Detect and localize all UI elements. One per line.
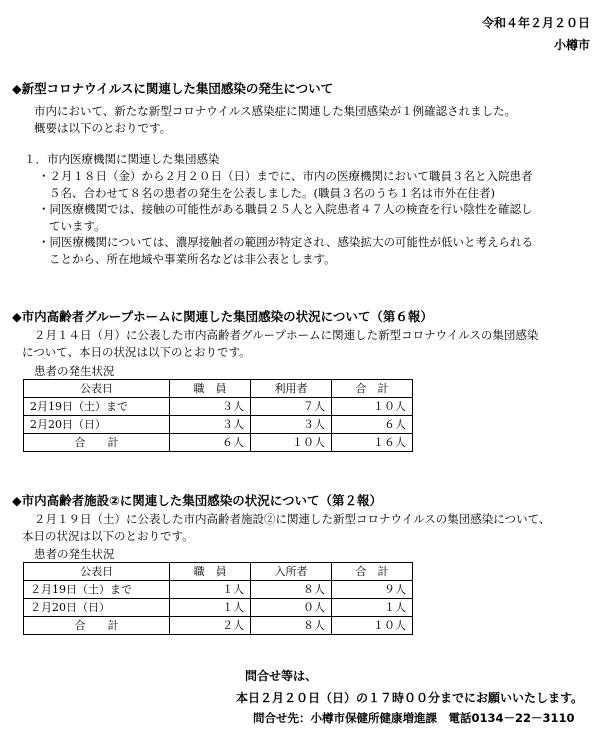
table-cell: ９人 xyxy=(332,581,413,599)
table-cell: １人 xyxy=(332,599,413,617)
table-header-cell: 職 員 xyxy=(170,380,251,398)
table-cell: ７人 xyxy=(251,398,332,416)
table-cell: １人 xyxy=(170,599,251,617)
footer-contact-info: 問合せ先：小樽市保健所健康増進課 電話0134－22－3110 xyxy=(253,711,575,725)
bullet-line: ています。 xyxy=(49,218,106,233)
section2-table-caption: 患者の発生状況 xyxy=(34,364,115,378)
section1-bullets xyxy=(38,168,533,268)
table-row xyxy=(24,599,413,617)
section1-intro xyxy=(34,103,516,137)
section3-table xyxy=(23,562,413,635)
bullet-line: ・同医療機関については、濃厚接触者の範囲が特定され、感染拡大の可能性が低いと考えられる xyxy=(38,235,533,250)
bullet-line: ・同医療機関では、接触の可能性がある職員２５人と入院患者４７人の検査を行い陰性を確認し xyxy=(38,202,533,217)
table-total-row xyxy=(24,617,413,635)
table-total-row xyxy=(24,434,413,452)
table-cell: ６人 xyxy=(170,434,251,452)
table-cell: １０人 xyxy=(251,434,332,452)
table-cell: ０人 xyxy=(251,599,332,617)
section2-body-line: について、本日の状況は以下のとおりです。 xyxy=(22,345,251,359)
section3-body-line: 本日の状況は以下のとおりです。 xyxy=(22,529,194,543)
footer-contact-intro: 問合せ等は、 xyxy=(245,669,318,683)
table-header-cell: 公表日 xyxy=(24,563,170,581)
table-cell: ６人 xyxy=(332,416,413,434)
bullet-line: ・２月１８日（金）から２月２０日（日）までに、市内の医療機関において職員３名と入院患者 xyxy=(38,169,533,183)
table-cell: １人 xyxy=(170,581,251,599)
table-header-cell: 合 計 xyxy=(332,380,413,398)
table-cell: ８人 xyxy=(251,617,332,635)
table-header-cell: 入所者 xyxy=(251,563,332,581)
section2-title: ◆市内高齢者グループホームに関連した集団感染の状況について（第６報） xyxy=(12,309,433,324)
table-cell: ８人 xyxy=(251,581,332,599)
issue-date: 令和４年２月２０日 xyxy=(481,16,590,30)
section1-title: ◆新型コロナウイルスに関連した集団感染の発生について xyxy=(12,81,334,96)
section2-body-line: ２月１４日（月）に公表した市内高齢者グループホームに関連した新型コロナウイルスの集団感染 xyxy=(34,328,539,342)
table-cell: 2月20日（日） xyxy=(24,416,170,434)
table-cell: 合 計 xyxy=(24,617,170,635)
table-cell: 2月19日（土）まで xyxy=(24,398,170,416)
bullet-line: ５名、合わせて８名の患者の発生を公表しました。(職員３名のうち１名は市外在住者) xyxy=(49,185,495,200)
table-header-row xyxy=(24,380,413,398)
bullet-line: ことから、所在地域や事業所名などは非公表とします。 xyxy=(49,251,336,266)
section1-intro-line: 概要は以下のとおりです。 xyxy=(34,121,172,135)
table-cell: ２人 xyxy=(170,617,251,635)
table-header-cell: 職 員 xyxy=(170,563,251,581)
table-header-cell: 利用者 xyxy=(251,380,332,398)
table-header-row xyxy=(24,563,413,581)
table-row xyxy=(24,581,413,599)
table-cell: １０人 xyxy=(332,398,413,416)
table-cell: １６人 xyxy=(332,434,413,452)
table-row xyxy=(24,416,413,434)
section2-body xyxy=(22,327,538,361)
section1-intro-line: 市内において、新たな新型コロナウイルス感染症に関連した集団感染が１例確認されました。 xyxy=(34,104,517,118)
table-row xyxy=(24,398,413,416)
table-header-cell: 公表日 xyxy=(24,380,170,398)
section3-body xyxy=(22,511,550,545)
section3-title: ◆市内高齢者施設②に関連した集団感染の状況について（第２報） xyxy=(12,493,382,508)
footer-deadline: 本日２月２０日（日）の１７時００分までにお願いいたします。 xyxy=(236,691,584,705)
section3-body-line: ２月１９日（土）に公表した市内高齢者施設②に関連した新型コロナウイルスの集団感染について、 xyxy=(34,512,551,526)
table-cell: 合 計 xyxy=(24,434,170,452)
table-cell: ３人 xyxy=(170,416,251,434)
section3-table-caption: 患者の発生状況 xyxy=(34,547,115,561)
table-cell: ３人 xyxy=(170,398,251,416)
table-cell: ３人 xyxy=(251,416,332,434)
section2-table xyxy=(23,379,413,452)
section1-item-heading: １．市内医療機関に関連した集団感染 xyxy=(24,152,220,166)
table-cell: １０人 xyxy=(332,617,413,635)
table-cell: ２月20日（日） xyxy=(24,599,170,617)
table-header-cell: 合 計 xyxy=(332,563,413,581)
table-cell: ２月19日（土）まで xyxy=(24,581,170,599)
issuer-city: 小樽市 xyxy=(553,38,590,52)
